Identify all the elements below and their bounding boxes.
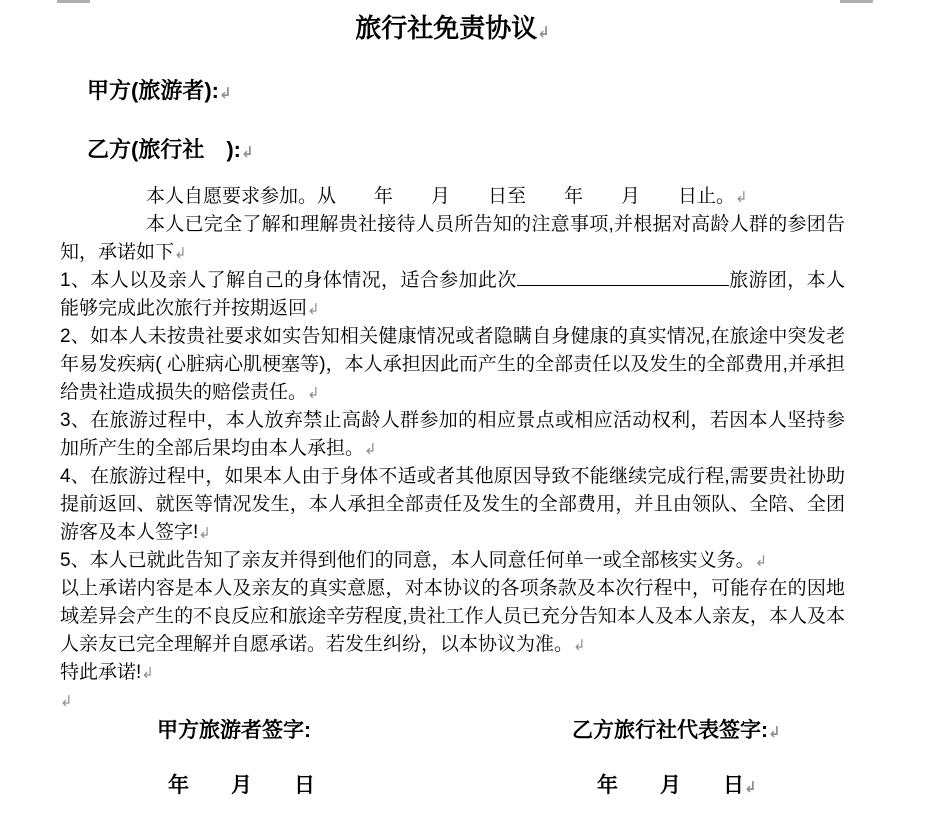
intro-1-text: 本人自愿要求参加。从 年 月 日至 年 月 日止。 bbox=[146, 186, 736, 207]
closing-text: 以上承诺内容是本人及亲友的真实意愿，对本协议的各项条款及本次行程中，可能存在的因地域差异会产生的不良反应和旅途辛劳程度,贵社工作人员已充分告知本人及本人亲友，本人及本人亲友已完全理解并自愿承诺。若发生纠纷，以本协议为准。 bbox=[60, 578, 845, 655]
paragraph-clause-5 bbox=[60, 547, 845, 575]
paragraph-closing bbox=[60, 575, 845, 659]
intro-2-text: 本人已完全了解和理解贵社接待人员所告知的注意事项,并根据对高龄人群的参团告知，承诺如下 bbox=[60, 214, 845, 263]
clause-5-text: 5、本人已就此告知了亲友并得到他们的同意，本人同意任何单一或全部核实义务。 bbox=[60, 550, 755, 571]
date-a-text: 年 月 日 bbox=[168, 774, 315, 797]
margin-crop-mark-right bbox=[840, 0, 873, 3]
paragraph-mark-icon: ↲ bbox=[537, 23, 550, 41]
clause-3-text: 3、在旅游过程中，本人放弃禁止高龄人群参加的相应景点或相应活动权利，若因本人坚持参加所产生的全部后果均由本人承担。 bbox=[60, 410, 845, 459]
clause-2-text: 2、如本人未按贵社要求如实告知相关健康情况或者隐瞒自身健康的真实情况,在旅途中突发老年易发疾病( 心脏病心肌梗塞等)，本人承担因此而产生的全部责任以及发生的全部费用,并承担给贵社造成损失的赔偿责任。 bbox=[60, 326, 845, 403]
paragraph-intro-2 bbox=[60, 211, 845, 267]
paragraph-mark-icon: ↲ bbox=[307, 384, 320, 402]
margin-crop-mark-left bbox=[57, 0, 90, 3]
paragraph-clause-3 bbox=[60, 407, 845, 463]
clause-1-pre-text: 1、本人以及亲人了解自己的身体情况，适合参加此次 bbox=[60, 270, 517, 291]
paragraph-mark-icon: ↲ bbox=[141, 664, 154, 682]
paragraph-mark-icon: ↲ bbox=[218, 84, 232, 102]
party-b-text: 乙方(旅行社 ): bbox=[87, 137, 241, 162]
party-b-label bbox=[87, 136, 845, 166]
paragraph-mark-icon: ↲ bbox=[60, 692, 73, 710]
party-a-text: 甲方(旅游者): bbox=[87, 78, 219, 103]
paragraph-clause-4 bbox=[60, 463, 845, 547]
signature-a-label bbox=[157, 718, 311, 744]
clause-1-post-text: 旅游团，本人能够完成此次旅行并按期返回 bbox=[60, 270, 845, 319]
document-title bbox=[60, 12, 845, 49]
document-title-text: 旅行社免责协议 bbox=[355, 13, 538, 43]
empty-paragraph bbox=[60, 687, 845, 715]
paragraph-clause-1 bbox=[60, 267, 845, 323]
date-a-line bbox=[168, 773, 315, 799]
paragraph-promise bbox=[60, 659, 845, 687]
paragraph-clause-2 bbox=[60, 323, 845, 407]
paragraph-mark-icon: ↲ bbox=[198, 524, 211, 542]
paragraph-mark-icon: ↲ bbox=[174, 244, 187, 262]
paragraph-mark-icon: ↲ bbox=[307, 300, 320, 318]
paragraph-mark-icon: ↲ bbox=[364, 440, 377, 458]
clause-4-text: 4、在旅游过程中，如果本人由于身体不适或者其他原因导致不能继续完成行程,需要贵社协助提前返回、就医等情况发生，本人承担全部责任及发生的全部费用，并且由领队、全陪、全团游客及本人签字! bbox=[60, 466, 845, 543]
paragraph-mark-icon: ↲ bbox=[768, 723, 781, 741]
party-a-label bbox=[87, 77, 845, 107]
signature-b-text: 乙方旅行社代表签字: bbox=[572, 719, 768, 742]
paragraph-mark-icon: ↲ bbox=[735, 188, 748, 206]
date-b-text: 年 月 日 bbox=[597, 774, 744, 797]
paragraph-intro-1 bbox=[60, 183, 845, 211]
document-content bbox=[60, 12, 845, 715]
promise-text: 特此承诺! bbox=[60, 662, 142, 683]
paragraph-mark-icon: ↲ bbox=[240, 143, 254, 161]
paragraph-mark-icon: ↲ bbox=[573, 636, 586, 654]
paragraph-mark-icon: ↲ bbox=[754, 552, 768, 570]
signature-b-label bbox=[572, 718, 781, 745]
signature-a-text: 甲方旅游者签字: bbox=[157, 719, 311, 742]
date-b-line bbox=[597, 773, 757, 800]
paragraph-mark-icon: ↲ bbox=[744, 778, 757, 796]
document-body bbox=[60, 183, 845, 715]
fill-in-blank-line[interactable] bbox=[517, 267, 729, 286]
